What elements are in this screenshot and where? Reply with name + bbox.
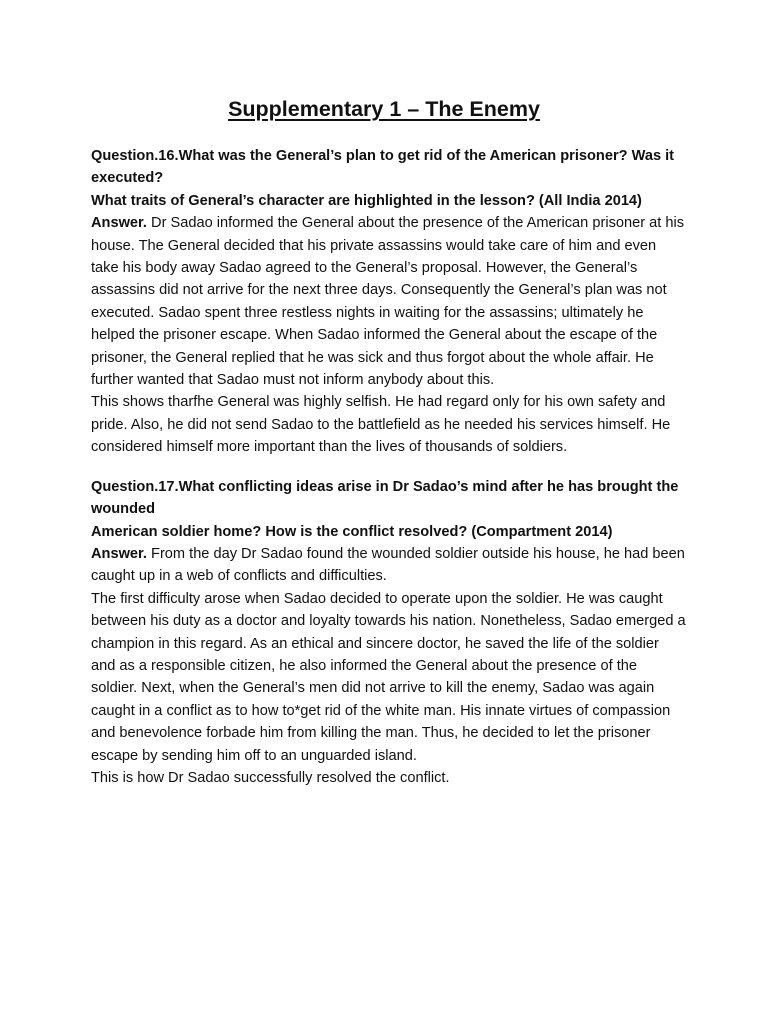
answer-paragraph [91,212,687,391]
answer-paragraph: This shows tharfhe General was highly selfish. He had regard only for his own safety and pride. Also, he did not send Sadao to the battlefield as he needed his services himself. He considered himself more important than the lives of thousands of soldiers. [91,394,671,456]
page-title: Supplementary 1 – The Enemy [228,97,540,121]
question-line: What traits of General’s character are highlighted in the lesson? (All India 2014) [91,192,642,209]
answer-text: Dr Sadao informed the General about the presence of the American prisoner at his house. The General decided that his private assassins would take care of him and even take his body away Sadao agreed to the General’s proposal. However, the General’s assassins did not arrive for the next three days. Consequently the General’s plan was not executed. Sadao spent three restless nights in waiting for the assassins; ultimately he helped the prisoner escape. When Sadao informed the General about the escape of the prisoner, the General replied that he was sick and thus forgot about the whole affair. He further wanted that Sadao must not inform anybody about this. [91,215,685,389]
answer-text: From the day Dr Sadao found the wounded soldier outside his house, he had been caught up in a web of conflicts and difficulties. [91,545,685,585]
question-line: Question.17.What conflicting ideas arise in Dr Sadao’s mind after he has brought the wounded [91,478,679,518]
answer-paragraph: The first difficulty arose when Sadao decided to operate upon the soldier. He was caught between his duty as a doctor and loyalty towards his nation. Nonetheless, Sadao emerged a champion in this regard. As an ethical and sincere doctor, he saved the life of the soldier and as a responsible citizen, he also informed the General about the presence of the soldier. Next, when the General’s men did not arrive to kill the enemy, Sadao was again caught in a conflict as to how to*get rid of the white man. His innate virtues of compassion and benevolence forbade him from killing the man. Thus, he decided to let the prisoner escape by sending him off to an unguarded island. [91,590,686,764]
answer-label: Answer. [91,215,147,232]
answer-label: Answer. [91,545,147,562]
answer-paragraph: This is how Dr Sadao successfully resolved the conflict. [91,769,450,786]
qa-block-16 [91,145,687,459]
document-body [91,145,687,806]
answer-paragraph [91,543,687,588]
question-line: American soldier home? How is the conflict resolved? (Compartment 2014) [91,523,613,540]
qa-block-17 [91,476,687,790]
question-line: Question.16.What was the General’s plan to get rid of the American prisoner? Was it executed? [91,148,675,187]
